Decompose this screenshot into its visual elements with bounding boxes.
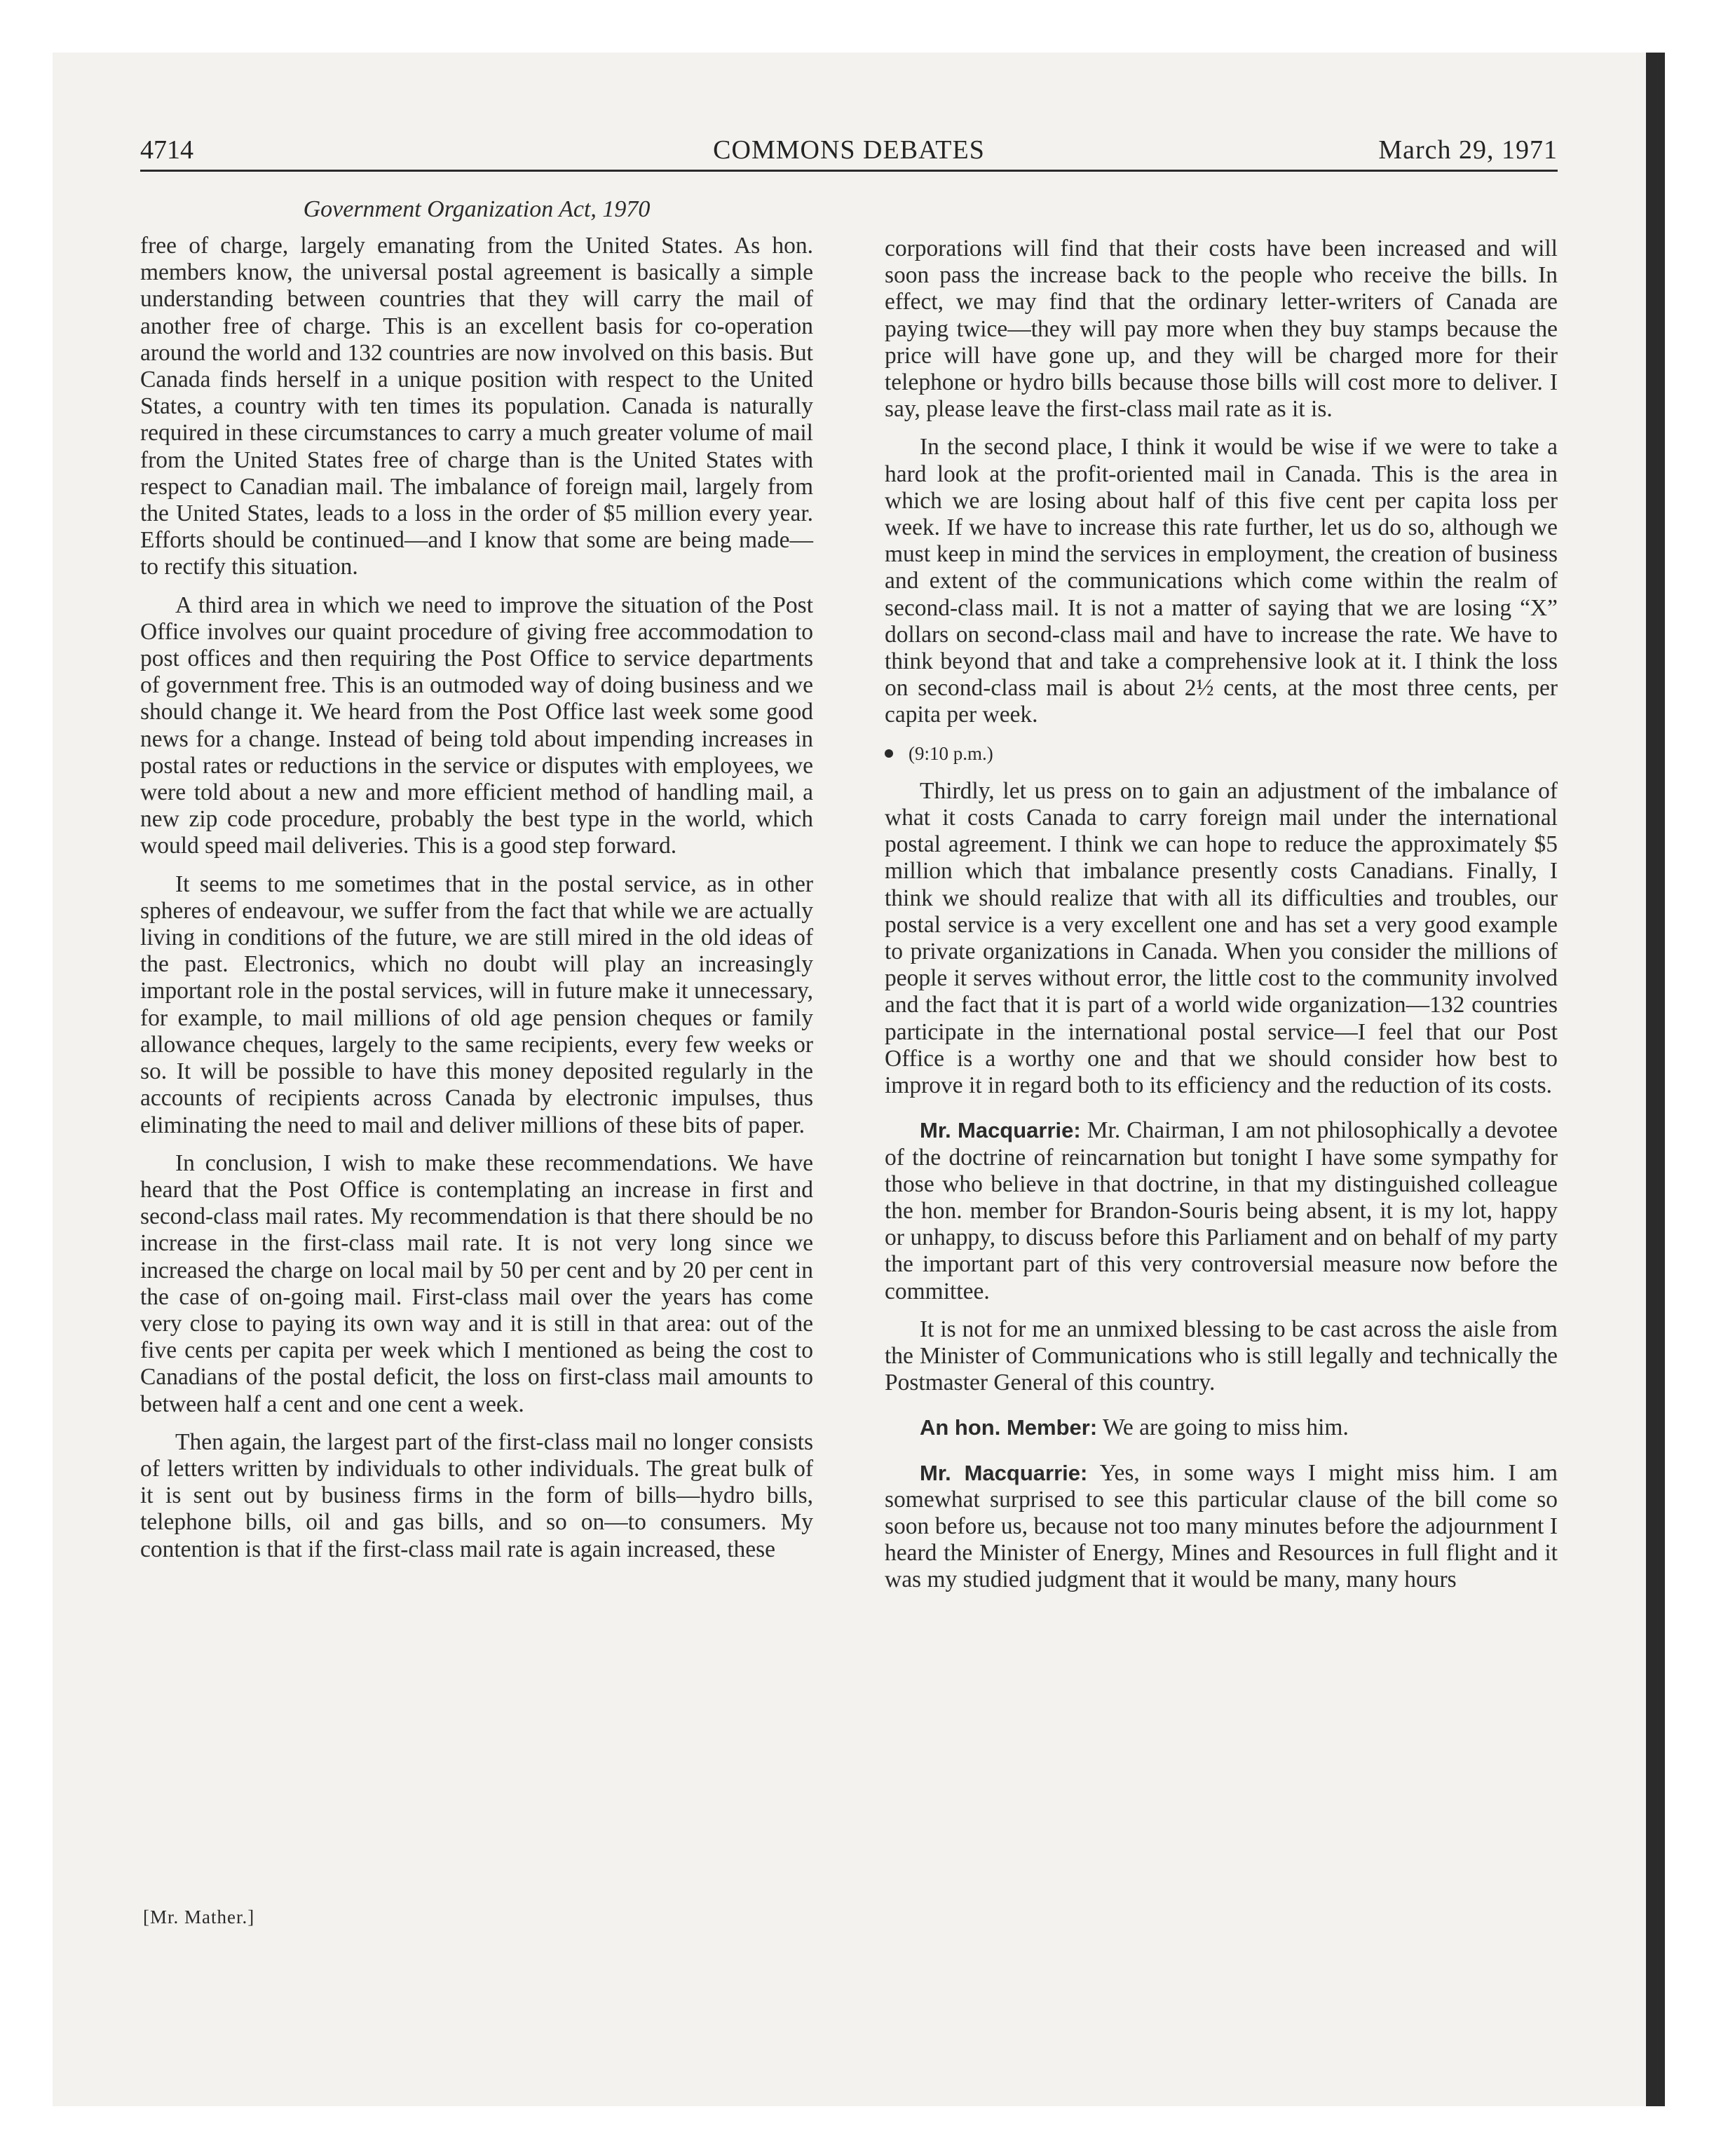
speech-text: We are going to miss him. — [1102, 1414, 1349, 1441]
publication-title: COMMONS DEBATES — [713, 135, 985, 165]
speech-text: Yes, in some ways I might miss him. I am somewhat surprised to see this particular clause of the bill come so soon before us, because not too many minutes before the adjournment I heard the Minister of Energy, Mines and Resources in full flight and it was my studied judgment that it would be many, many hours — [885, 1459, 1558, 1593]
paragraph: corporations will find that their costs have been increased and will soon pass the increase back to the people who receive the bills. In effect, we may find that the ordinary letter-writers of Canada are paying twice—they will pay more when they buy stamps because the price will have gone up, and they will be charged more for their telephone or hydro bills because those bills will cost more to deliver. I say, please leave the first-class mail rate as it is. — [885, 236, 1558, 423]
speech-text: Mr. Chairman, I am not philosophically a devotee of the doctrine of reincarnation but tonight I have some sympathy for those who believe in that doctrine, in that my distinguished colleague the hon. member for Brandon-Souris being absent, it is my lot, happy or unhappy, to discuss before this Parliament and on behalf of my party the important part of this very controversial measure now before the committee. — [885, 1117, 1558, 1304]
scan-edge-bar — [1646, 53, 1665, 2106]
running-header — [140, 133, 1558, 172]
paragraph: It is not for me an unmixed blessing to be cast across the aisle from the Minister of Communications who is still legally and technically the Postmaster General of this country. — [885, 1316, 1558, 1396]
bullet-icon — [885, 749, 893, 758]
paragraph: A third area in which we need to improve the situation of the Post Office involves our quaint procedure of giving free accommodation to post offices and then requiring the Post Office to service departments of government free. This is an outmoded way of doing business and we should change it. We heard from the Post Office last week some good news for a change. Instead of being told about impending increases in postal rates or reductions in the service or disputes with employees, we were told about a new and more efficient method of handling mail, a new zip code procedure, probably the best type in the world, which would speed mail deliveries. This is a good step forward. — [140, 592, 813, 859]
speaker-name: Mr. Macquarrie: — [920, 1460, 1088, 1485]
paragraph: Thirdly, let us press on to gain an adjustment of the imbalance of what it costs Canada to carry foreign mail under the international postal agreement. I think we can hope to reduce the approximately $5 million which that imbalance presently costs Canadians. Finally, I think we should realize that with all its difficulties and troubles, our postal service is a very excellent one and has set a very good example to private organizations in Canada. When you consider the millions of people it serves without error, the little cost to the community involved and the fact that it is part of a world wide organization—132 countries participate in the international postal service—I feel that our Post Office is a worthy one and that we should consider how best to improve it in regard both to its efficiency and the reduction of its costs. — [885, 777, 1558, 1099]
speaker-footer: [Mr. Mather.] — [143, 1906, 255, 1928]
section-subtitle: Government Organization Act, 1970 — [303, 196, 651, 222]
speech-paragraph — [885, 1460, 1558, 1594]
speaker-name: An hon. Member: — [920, 1415, 1098, 1440]
page-number: 4714 — [140, 135, 193, 165]
speech-paragraph — [885, 1117, 1558, 1304]
speaker-name: Mr. Macquarrie: — [920, 1118, 1081, 1143]
paragraph: In conclusion, I wish to make these recommendations. We have heard that the Post Office is contemplating an increase in first and second-class mail rates. My recommendation is that there should be no increase in the first-class mail rate. It is not very long since we increased the charge on local mail by 50 per cent and by 20 per cent in the case of on-going mail. First-class mail over the years has come very close to paying its own way and it is still in that area: out of the five cents per capita per week which I mentioned as being the cost to Canadians of the postal deficit, the loss on first-class mail amounts to between half a cent and one cent a week. — [140, 1149, 813, 1417]
time-stamp-text: (9:10 p.m.) — [909, 742, 993, 764]
issue-date: March 29, 1971 — [1378, 135, 1558, 165]
right-column — [885, 236, 1558, 1605]
left-column — [140, 233, 813, 1574]
paragraph: free of charge, largely emanating from the United States. As hon. members know, the universal postal agreement is basically a simple understanding between countries that they will carry the mail of another free of charge. This is an excellent basis for co-operation around the world and 132 countries are now involved on this basis. But Canada finds herself in a unique position with respect to the United States, a country with ten times its population. Canada is naturally required in these circumstances to carry a much greater volume of mail from the United States free of charge than is the United States with respect to Canadian mail. The imbalance of foreign mail, largely from the United States, leads to a loss in the order of $5 million every year. Efforts should be continued—and I know that some are being made—to rectify this situation. — [140, 233, 813, 580]
paragraph: It seems to me sometimes that in the postal service, as in other spheres of endeavour, we suffer from the fact that while we are actually living in conditions of the future, we are still mired in the old ideas of the past. Electronics, which no doubt will play an increasingly important role in the postal services, will in future make it unnecessary, for example, to mail millions of old age pension cheques or family allowance cheques, largely to the same recipients, every few weeks or so. It will be possible to have this money deposited regularly in the accounts of recipients across Canada by electronic impulses, thus eliminating the need to mail and deliver millions of these bits of paper. — [140, 871, 813, 1138]
time-stamp — [885, 740, 1558, 767]
speech-paragraph — [885, 1414, 1558, 1441]
paragraph: Then again, the largest part of the first-class mail no longer consists of letters written by individuals to other individuals. The great bulk of it is sent out by business firms in the form of bills—hydro bills, telephone bills, oil and gas bills, and so on—to consumers. My contention is that if the first-class mail rate is again increased, these — [140, 1428, 813, 1562]
paragraph: In the second place, I think it would be wise if we were to take a hard look at the profit-oriented mail in Canada. This is the area in which we are losing about half of this five cent per capita loss per week. If we have to increase this rate further, let us do so, although we must keep in mind the services in employment, the creation of business and extent of the communications which come within the realm of second-class mail. It is not a matter of saying that we are losing “X” dollars on second-class mail and have to increase the rate. We have to think beyond that and take a comprehensive look at it. I think the loss on second-class mail is about 2½ cents, at the most three cents, per capita per week. — [885, 434, 1558, 728]
